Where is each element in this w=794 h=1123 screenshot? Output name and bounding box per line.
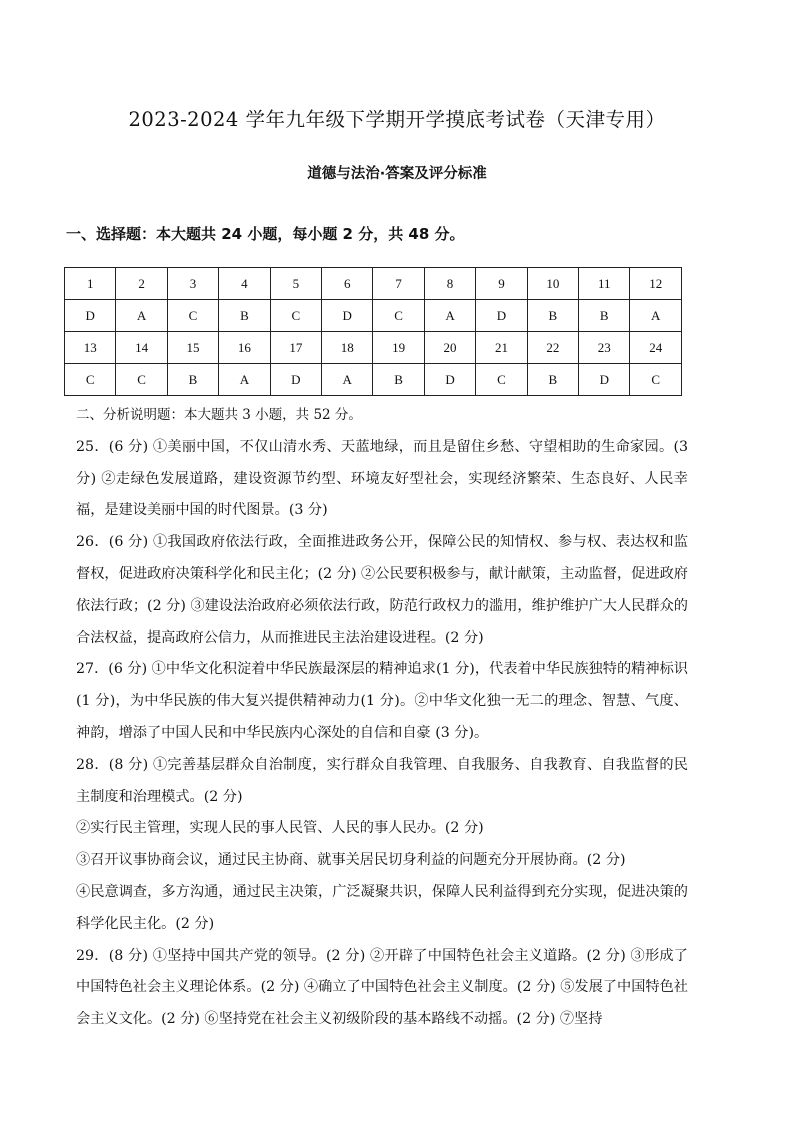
question-number-cell: 18 [322, 332, 373, 364]
question-number-cell: 2 [116, 268, 167, 300]
answer-paragraph: ③召开议事协商会议，通过民主协商、就事关居民切身利益的问题充分开展协商。(2 分) [76, 852, 626, 869]
question-number-cell: 13 [65, 332, 116, 364]
answer-paragraph: 25．(6 分) ①美丽中国，不仅山清水秀、天蓝地绿，而且是留住乡愁、守望相助的生命家园。(3 分) ②走绿色发展道路，建设资源节约型、环境友好型社会，实现经济繁荣、生态良好、人民幸福，是建设美丽中国的时代图景。(3 分) [76, 438, 688, 519]
answer-cell: B [527, 300, 578, 332]
question-number-cell: 16 [219, 332, 270, 364]
answer-paragraph: 27．(6 分) ①中华文化积淀着中华民族最深层的精神追求(1 分)，代表着中华民族独特的精神标识(1 分)，为中华民族的伟大复兴提供精神动力(1 分)。②中华文化独一无二的理念、智慧、气度、神韵，增添了中国人民和中华民族内心深处的自信和自豪 (3 分)。 [76, 661, 688, 741]
answer-paragraph: ②实行民主管理，实现人民的事人民管、人民的事人民办。(2 分) [76, 820, 484, 837]
answer-cell: B [527, 364, 578, 396]
answer-cell: C [630, 364, 682, 396]
question-number-cell: 21 [476, 332, 527, 364]
question-number-cell: 15 [167, 332, 218, 364]
question-number-cell: 9 [476, 268, 527, 300]
answer-cell: D [322, 300, 373, 332]
answer-cell: C [476, 364, 527, 396]
answer-row [65, 300, 682, 332]
answer-cell: C [270, 300, 321, 332]
question-number-row [65, 268, 682, 300]
question-number-cell: 17 [270, 332, 321, 364]
answer-paragraph: 28．(8 分) ①完善基层群众自治制度，实行群众自我管理、自我服务、自我教育、自我监督的民主制度和治理模式。(2 分) [76, 756, 688, 805]
answer-cell: A [630, 300, 682, 332]
answer-cell: B [373, 364, 424, 396]
answer-cell: B [579, 300, 630, 332]
question-number-cell: 7 [373, 268, 424, 300]
question-number-cell: 4 [219, 268, 270, 300]
answer-paragraph: 26．(6 分) ①我国政府依法行政，全面推进政务公开，保障公民的知情权、参与权、表达权和监督权，促进政府决策科学化和民主化；(2 分) ②公民要积极参与，献计献策，主动监督，促进政府依法行政；(2 分) ③建设法治政府必须依法行政，防范行政权力的滥用，维护维护广大人民群众的合法权益，提高政府公信力，从而推进民主法治建设进程。(2 分) [76, 534, 688, 646]
answer-cell: D [270, 364, 321, 396]
answer-cell: D [424, 364, 475, 396]
section-heading-analysis: 二、分析说明题：本大题共 3 小题，共 52 分。 [76, 407, 362, 423]
question-number-cell: 12 [630, 268, 682, 300]
answer-cell: C [167, 300, 218, 332]
answer-cell: C [373, 300, 424, 332]
answer-cell: B [167, 364, 218, 396]
answer-row [65, 364, 682, 396]
answer-cell: D [476, 300, 527, 332]
answer-cell: A [322, 364, 373, 396]
question-number-cell: 20 [424, 332, 475, 364]
question-number-row [65, 332, 682, 364]
answer-table [64, 267, 682, 396]
question-number-cell: 22 [527, 332, 578, 364]
question-number-cell: 3 [167, 268, 218, 300]
answer-paragraph: 29．(8 分) ①坚持中国共产党的领导。(2 分) ②开辟了中国特色社会主义道路。(2 分) ③形成了中国特色社会主义理论体系。(2 分) ④确立了中国特色社会主义制度。(2 分) ⑤发展了中国特色社会主义文化。(2 分) ⑥坚持党在社会主义初级阶段的基本路线不动摇。(2 分) ⑦坚持 [76, 947, 688, 1028]
page-subtitle: 道德与法治·答案及评分标准 [307, 166, 487, 182]
answer-cell: A [116, 300, 167, 332]
question-number-cell: 11 [579, 268, 630, 300]
section-heading-choice: 一、选择题：本大题共 24 小题，每小题 2 分，共 48 分。 [66, 225, 465, 243]
answer-cell: C [116, 364, 167, 396]
answer-cell: C [65, 364, 116, 396]
answer-paragraph: ④民意调查，多方沟通，通过民主决策，广泛凝聚共识，保障人民利益得到充分实现，促进决策的科学化民主化。(2 分) [76, 883, 688, 932]
question-number-cell: 14 [116, 332, 167, 364]
answer-cell: B [219, 300, 270, 332]
question-number-cell: 5 [270, 268, 321, 300]
answer-cell: A [424, 300, 475, 332]
page-title: 2023-2024 学年九年级下学期开学摸底考试卷（天津专用） [128, 108, 666, 131]
answer-cell: A [219, 364, 270, 396]
answer-cell: D [579, 364, 630, 396]
question-number-cell: 10 [527, 268, 578, 300]
question-number-cell: 1 [65, 268, 116, 300]
question-number-cell: 6 [322, 268, 373, 300]
question-number-cell: 19 [373, 332, 424, 364]
question-number-cell: 8 [424, 268, 475, 300]
question-number-cell: 24 [630, 332, 682, 364]
question-number-cell: 23 [579, 332, 630, 364]
answer-cell: D [65, 300, 116, 332]
answer-body-text [76, 400, 688, 1036]
